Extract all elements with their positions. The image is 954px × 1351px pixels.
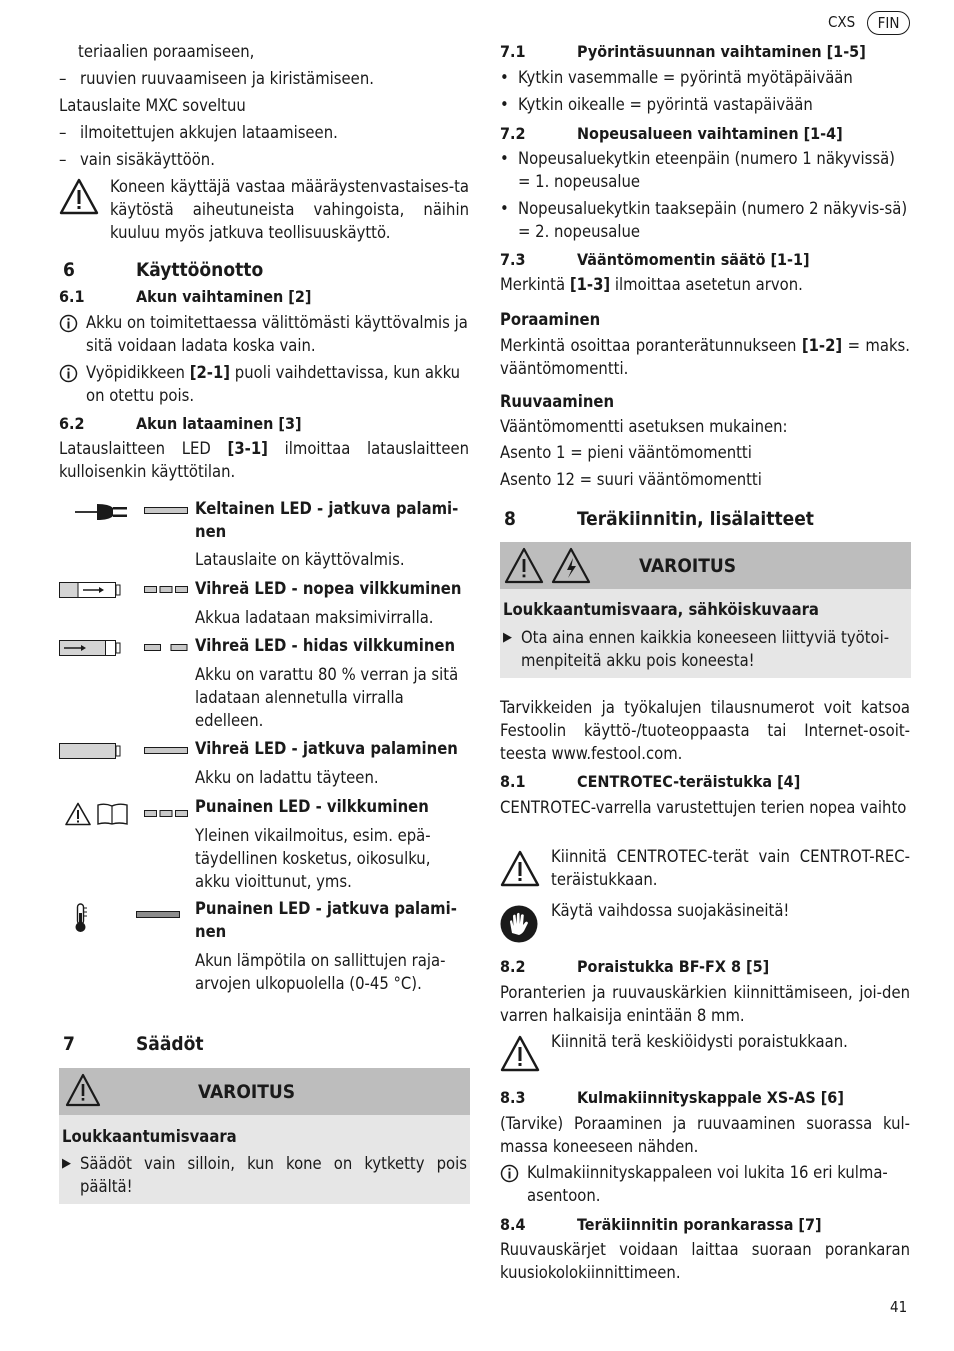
led-label: Keltainen LED - jatkuva palami-nen	[195, 499, 459, 541]
electric-shock-icon	[551, 547, 591, 585]
section-number: 7.3	[500, 250, 526, 269]
centrotec-text: CENTROTEC-varrella varustettujen terien nopea vaihto	[500, 798, 907, 817]
led-steady-indicator-icon	[144, 507, 188, 515]
section-number: 7.2	[500, 124, 526, 143]
led-description: Yleinen vikailmoitus, esim. epä-täydellinen kosketus, oikosulku, akku vioittunut, yms.	[195, 826, 431, 891]
figure-reference: [3-1]	[227, 439, 268, 458]
body-text: ilmoittaa latauslaitteen kulloisenkin käyttötilan.	[59, 439, 469, 481]
section-title: CENTROTEC-teräistukka [4]	[577, 772, 801, 791]
body-text: Merkintä osoittaa poranterätunnukseen	[500, 336, 802, 355]
section-number: 7.1	[500, 42, 526, 61]
led-label: Vihreä LED - hidas vilkkuminen	[195, 636, 456, 655]
position-12-text: Asento 12 = suuri vääntömomentti	[500, 470, 762, 489]
bullet-item: • Kytkin vasemmalle = pyörintä myötäpäivään	[500, 66, 910, 89]
section-title: Teräkiinnitin porankarassa [7]	[577, 1215, 822, 1234]
figure-reference: [1-2]	[801, 336, 843, 355]
section-number: 8.3	[500, 1088, 526, 1107]
charger-dash-item: – ilmoitettujen akkujen lataamiseen.	[59, 121, 469, 144]
body-text: Merkintä	[500, 275, 570, 294]
section-number: 8.1	[500, 772, 526, 791]
position-1-text: Asento 1 = pieni vääntömomentti	[500, 443, 752, 462]
warning-box-header	[59, 1068, 470, 1115]
warning-text: ▶ Säädöt vain silloin, kun kone on kytketty pois päältä!	[62, 1152, 467, 1198]
led-description: Akun lämpötila on sallittujen raja-arvojen ulkopuolella (0-45 °C).	[195, 951, 446, 993]
section-title: Pyörintäsuunnan vaihtaminen [1-5]	[577, 42, 866, 61]
led-label: Vihreä LED - nopea vilkkuminen	[195, 579, 462, 598]
info-text: Vyöpidikkeen	[86, 363, 190, 382]
led-label: Punainen LED - jatkuva palami-nen	[195, 899, 457, 941]
screwing-text: Vääntömomentti asetuksen mukainen:	[500, 417, 788, 436]
section-number: 6.1	[59, 287, 85, 306]
warning-title: VAROITUS	[639, 555, 737, 577]
spindle-text: Ruuvauskärjet voidaan laittaa suoraan porankaran kuusiokolokiinnittimeen.	[500, 1240, 910, 1282]
body-text: = maks. vääntömomentti.	[500, 336, 911, 378]
warning-triangle-icon	[504, 547, 544, 585]
battery-charging-icon	[59, 582, 121, 598]
charger-plug-icon	[75, 500, 131, 524]
warning-subtitle: Loukkaantumisvaara	[62, 1127, 237, 1146]
info-icon	[59, 364, 78, 383]
warning-use-text: Koneen käyttäjä vastaa määräystenvastaises-ta käytöstä aiheutuneista vahingoista, näihin kuuluu myös jatkuva teollisuuskäyttö.	[110, 177, 469, 242]
led-description: Latauslaite on käyttövalmis.	[195, 550, 405, 569]
gloves-text: Käytä vaihdossa suojakäsineitä!	[551, 901, 790, 920]
language-badge: FIN	[867, 11, 910, 35]
figure-reference: [2-1]	[189, 363, 231, 382]
section-number: 8	[504, 508, 516, 530]
charger-dash-item: – vain sisäkäyttöön.	[59, 148, 469, 171]
section-number: 7	[63, 1033, 75, 1055]
info-text: Akku on toimitettaessa välittömästi käyttövalmis ja sitä voidaan ladata koska vain.	[86, 313, 468, 355]
warning-manual-icon	[65, 802, 129, 826]
section-title: Poraistukka BF-FX 8 [5]	[577, 957, 770, 976]
bullet-item: • Kytkin oikealle = pyörintä vastapäivään	[500, 93, 910, 116]
led-description: Akku on ladattu täyteen.	[195, 768, 379, 787]
angle-attachment-text: (Tarvike) Poraaminen ja ruuvaaminen suorassa kul-massa koneeseen nähden.	[500, 1114, 910, 1156]
section-title: Kulmakiinnityskappale XS-AS [6]	[577, 1088, 844, 1107]
warning-title: VAROITUS	[198, 1081, 296, 1103]
info-text: Kulmakiinnityskappaleen voi lukita 16 eri kulma-asentoon.	[527, 1163, 888, 1205]
bullet-item: • Nopeusaluekytkin eteenpäin (numero 1 näkyvissä) = 1. nopeusalue	[500, 147, 910, 193]
warning-box-body	[500, 589, 911, 678]
warning-box-header	[500, 542, 911, 589]
torque-text	[500, 273, 910, 296]
body-text: ilmoittaa asetetun arvon.	[610, 275, 803, 294]
drill-chuck-warning-text: Kiinnitä terä keskiöidysti poraistukkaan.	[551, 1032, 848, 1051]
info-icon	[500, 1164, 519, 1183]
section-title: Käyttöönotto	[136, 259, 264, 281]
intro-dash-item: – ruuvien ruuvaamiseen ja kiristämiseen.	[59, 67, 469, 90]
info-text: puoli vaihdettavissa, kun akku on otettu pois.	[86, 363, 461, 405]
section-title: Nopeusalueen vaihtaminen [1-4]	[577, 124, 843, 143]
bullet-item: • Nopeusaluekytkin taaksepäin (numero 2 näkyvis-sä) = 2. nopeusalue	[500, 197, 910, 243]
section-title: Akun lataaminen [3]	[136, 414, 302, 433]
thermometer-icon	[73, 903, 89, 933]
led-description: Akku on varattu 80 % verran ja sitä ladataan alennetulla virralla edelleen.	[195, 665, 459, 730]
body-text: Latauslaitteen LED	[59, 439, 228, 458]
figure-reference: [1-3]	[569, 275, 611, 294]
info-icon	[59, 314, 78, 333]
warning-triangle-icon	[65, 1073, 101, 1107]
section-title: Akun vaihtaminen [2]	[136, 287, 312, 306]
warning-text: ▶ Ota aina ennen kaikkia koneeseen liittyviä työtoi-menpiteitä akku pois koneesta!	[503, 626, 908, 672]
led-steady-red-indicator-icon	[136, 911, 180, 919]
led-slow-blink-indicator-icon	[144, 644, 188, 652]
warning-subtitle: Loukkaantumisvaara, sähköiskuvaara	[503, 600, 819, 619]
section-number: 6.2	[59, 414, 85, 433]
section-number: 8.4	[500, 1215, 526, 1234]
warning-triangle-icon	[500, 1035, 540, 1072]
led-description: Akkua ladataan maksimivirralla.	[195, 608, 434, 627]
led-fast-blink-indicator-icon	[144, 586, 188, 594]
section-title: Säädöt	[136, 1033, 204, 1055]
drill-chuck-text: Poranterien ja ruuvauskärkien kiinnittämiseen, joi-den varren halkaisija enintään 8 mm.	[500, 983, 910, 1025]
warning-triangle-icon	[59, 178, 99, 215]
section-title: Teräkiinnitin, lisälaitteet	[577, 508, 814, 530]
led-label: Punainen LED - vilkkuminen	[195, 797, 429, 816]
model-label: CXS	[828, 13, 856, 31]
info-item	[500, 1161, 910, 1207]
centrotec-warning-text: Kiinnitä CENTROTEC-terät vain CENTROT-REC-teräistukkaan.	[551, 847, 910, 889]
accessories-text: Tarvikkeiden ja työkalujen tilausnumerot voit katsoa Festoolin käyttö-/tuoteoppaasta tai Internet-osoit-teesta www.festool.com.	[500, 698, 910, 763]
charger-intro: Latauslaite MXC soveltuu	[59, 96, 246, 115]
screwing-heading: Ruuvaaminen	[500, 392, 615, 411]
led-label: Vihreä LED - jatkuva palaminen	[195, 739, 458, 758]
section-number: 8.2	[500, 957, 526, 976]
battery-80-percent-icon	[59, 640, 121, 656]
led-blink-indicator-icon	[144, 810, 188, 818]
info-item	[59, 361, 469, 407]
led-steady-indicator-icon	[144, 747, 188, 755]
charger-led-text	[59, 437, 469, 483]
warning-triangle-icon	[500, 850, 540, 887]
section-title: Vääntömomentin säätö [1-1]	[577, 250, 810, 269]
info-item	[59, 311, 469, 357]
battery-full-icon	[59, 743, 121, 759]
protective-gloves-icon	[500, 905, 538, 943]
section-number: 6	[63, 259, 75, 281]
drilling-heading: Poraaminen	[500, 310, 601, 329]
drilling-text	[500, 334, 910, 380]
intro-continuation: teriaalien poraamiseen,	[78, 42, 255, 61]
warning-box-body	[59, 1115, 470, 1204]
page-number: 41	[890, 1298, 908, 1316]
